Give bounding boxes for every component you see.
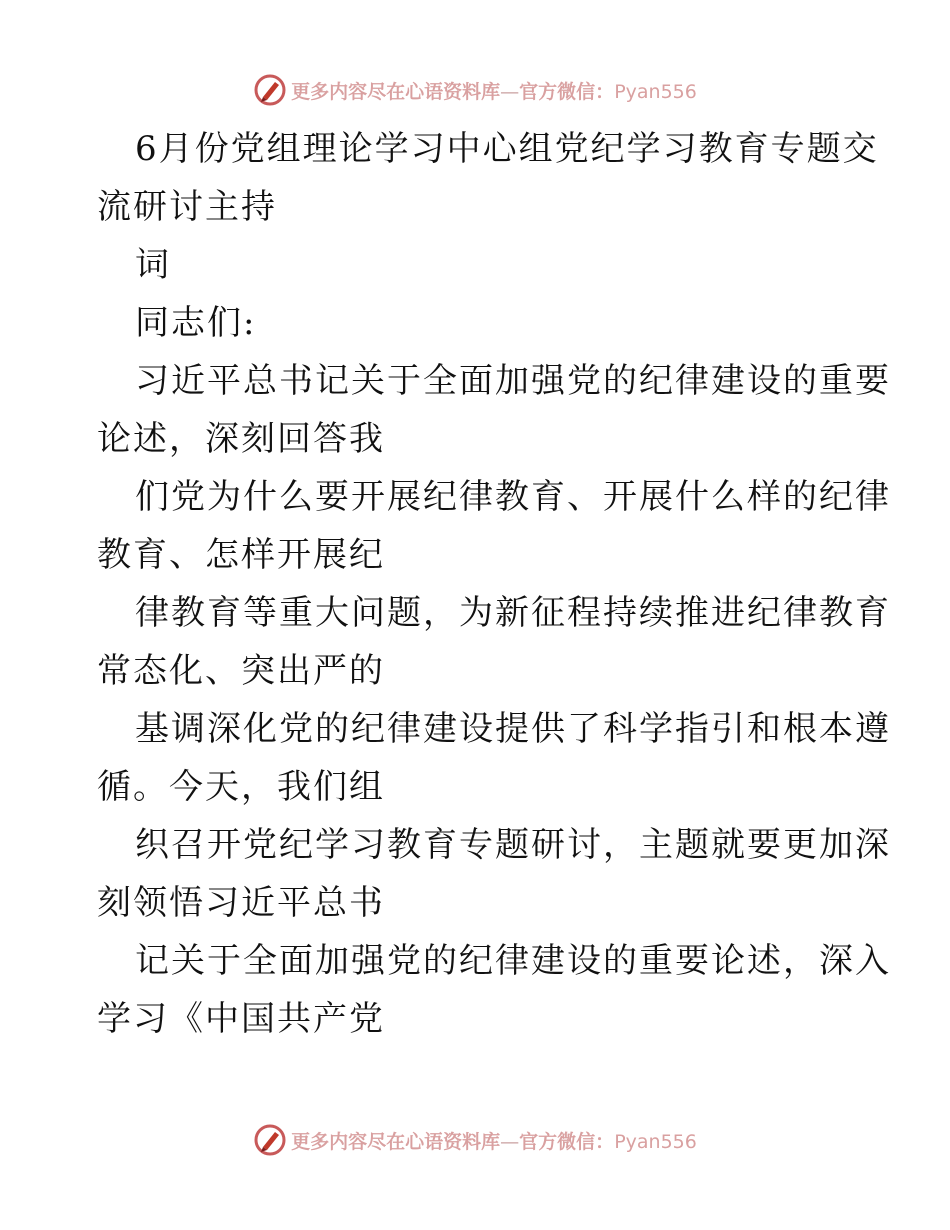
- paragraph-line: 们党为什么要开展纪律教育、开展什么样的纪律: [135, 477, 891, 517]
- watermark-site-text: 更多内容尽在心语资料库: [291, 80, 501, 103]
- salutation: 同志们:: [135, 303, 257, 343]
- paragraph-line: 律教育等重大问题，为新征程持续推进纪律教育: [135, 593, 891, 633]
- paragraph-line: 教育、怎样开展纪: [97, 535, 385, 575]
- document-title-line-2: 流研讨主持: [97, 187, 277, 227]
- watermark-wechat-id: Pyan556: [614, 80, 697, 103]
- paragraph-line: 学习《中国共产党: [97, 999, 385, 1039]
- document-title-line-1: 6月份党组理论学习中心组党纪学习教育专题交: [135, 129, 879, 169]
- header-watermark: [0, 70, 950, 110]
- paragraph-line: 记关于全面加强党的纪律建设的重要论述，深入: [135, 941, 891, 981]
- watermark-text: [291, 1127, 697, 1154]
- paragraph-line: 循。今天，我们组: [97, 767, 385, 807]
- footer-watermark: [0, 1120, 950, 1160]
- paragraph-line: 常态化、突出严的: [97, 651, 385, 691]
- watermark-text: [291, 77, 697, 104]
- pen-logo-icon: [253, 73, 287, 107]
- paragraph-line: 织召开党纪学习教育专题研讨，主题就要更加深: [135, 825, 891, 865]
- watermark-wechat-id: Pyan556: [614, 1130, 697, 1153]
- document-title-line-3: 词: [135, 245, 171, 285]
- watermark-separator: —: [500, 1130, 520, 1153]
- document-body: [97, 120, 891, 1048]
- watermark-wechat-label: 官方微信：: [519, 1130, 615, 1153]
- paragraph-line: 基调深化党的纪律建设提供了科学指引和根本遵: [135, 709, 891, 749]
- watermark-site-text: 更多内容尽在心语资料库: [291, 1130, 501, 1153]
- watermark-wechat-label: 官方微信：: [519, 80, 615, 103]
- paragraph-line: 习近平总书记关于全面加强党的纪律建设的重要: [135, 361, 891, 401]
- pen-logo-icon: [253, 1123, 287, 1157]
- paragraph-line: 论述，深刻回答我: [97, 419, 385, 459]
- paragraph-line: 刻领悟习近平总书: [97, 883, 385, 923]
- watermark-separator: —: [500, 80, 520, 103]
